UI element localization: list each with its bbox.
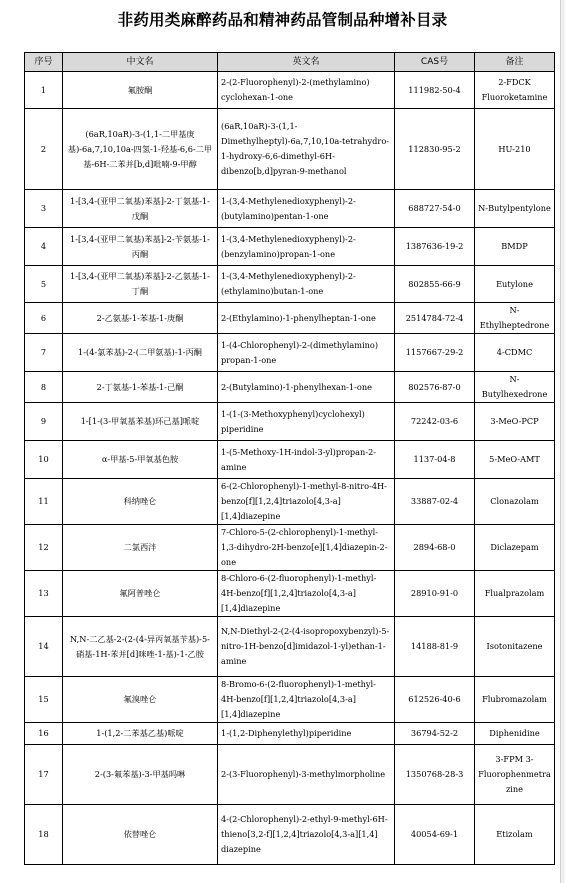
row-chinese-name: 氟阿普唑仑 [63, 571, 218, 617]
table-row [25, 303, 555, 334]
table-row [25, 109, 555, 190]
table-row [25, 72, 555, 109]
row-note: Flualprazolam [475, 571, 555, 617]
row-english-name: 2-(Ethylamino)-1-phenylheptan-1-one [218, 303, 395, 334]
row-no: 14 [25, 617, 63, 677]
row-chinese-name: (6aR,10aR)-3-(1,1-二甲基庚基)-6a,7,10,10a-四氢-1-羟基-6,6-二甲基-6H-二苯并[b,d]吡喃-9-甲醇 [63, 109, 218, 190]
row-cas: 802576-87-0 [395, 372, 475, 403]
row-cas: 36794-52-2 [395, 723, 475, 745]
table-row [25, 190, 555, 228]
table-row [25, 479, 555, 525]
table-row [25, 677, 555, 723]
row-chinese-name: 1-(4-氯苯基)-2-(二甲氨基)-1-丙酮 [63, 334, 218, 372]
row-cas: 1387636-19-2 [395, 228, 475, 266]
row-no: 8 [25, 372, 63, 403]
row-english-name: 1-(3,4-Methylenedioxyphenyl)-2-(butylamino)pentan-1-one [218, 190, 395, 228]
row-english-name: 1-(4-Chlorophenyl)-2-(dimethylamino) propan-1-one [218, 334, 395, 372]
row-english-name: 1-(1-(3-Methoxyphenyl)cyclohexyl) piperidine [218, 403, 395, 441]
row-no: 17 [25, 745, 63, 805]
row-english-name: 1-(3,4-Methylenedioxyphenyl)-2-(benzylamino)propan-1-one [218, 228, 395, 266]
row-cas: 1157667-29-2 [395, 334, 475, 372]
table-row [25, 334, 555, 372]
table-row [25, 228, 555, 266]
row-english-name: (6aR,10aR)-3-(1,1-Dimethylheptyl)-6a,7,10,10a-tetrahydro-1-hydroxy-6,6-dimethyl-6H-dibenzo[b,d]pyran-9-methanol [218, 109, 395, 190]
row-note: 3-FPM 3-Fluorophenmetrazine [475, 745, 555, 805]
row-chinese-name: N,N-二乙基-2-(2-(4-异丙氧基苄基)-5-硝基-1H-苯并[d]咪唑-1-基)-1-乙胺 [63, 617, 218, 677]
row-chinese-name: 1-[3,4-(亚甲二氧基)苯基]-2-苄氨基-1-丙酮 [63, 228, 218, 266]
row-note: N-Butylpentylone [475, 190, 555, 228]
table-row [25, 571, 555, 617]
row-note: 4-CDMC [475, 334, 555, 372]
row-no: 15 [25, 677, 63, 723]
row-cas: 1137-04-8 [395, 441, 475, 479]
row-no: 9 [25, 403, 63, 441]
row-cas: 14188-81-9 [395, 617, 475, 677]
row-note: N-Ethylheptedrone [475, 303, 555, 334]
row-english-name: N,N-Diethyl-2-(2-(4-isopropoxybenzyl)-5-nitro-1H-benzo[d]imidazol-1-yl)ethan-1-amine [218, 617, 395, 677]
row-english-name: 2-(Butylamino)-1-phenylhexan-1-one [218, 372, 395, 403]
row-chinese-name: 1-[1-(3-甲氧基苯基)环己基]哌啶 [63, 403, 218, 441]
table-row [25, 723, 555, 745]
table-row [25, 372, 555, 403]
row-no: 2 [25, 109, 63, 190]
header-english-name: 英文名 [218, 53, 395, 72]
row-english-name: 7-Chloro-5-(2-chlorophenyl)-1-methyl-1,3-dihydro-2H-benzo[e][1,4]diazepin-2-one [218, 525, 395, 571]
window-edge [560, 0, 565, 883]
row-no: 10 [25, 441, 63, 479]
row-chinese-name: 2-乙氨基-1-苯基-1-庚酮 [63, 303, 218, 334]
table-row [25, 441, 555, 479]
row-no: 18 [25, 805, 63, 865]
row-chinese-name: 1-[3,4-(亚甲二氧基)苯基]-2-丁氨基-1-戊酮 [63, 190, 218, 228]
row-cas: 1350768-28-3 [395, 745, 475, 805]
row-cas: 612526-40-6 [395, 677, 475, 723]
row-no: 7 [25, 334, 63, 372]
table-row [25, 617, 555, 677]
row-english-name: 1-(5-Methoxy-1H-indol-3-yl)propan-2-amine [218, 441, 395, 479]
row-chinese-name: 二氯西泮 [63, 525, 218, 571]
header-cas: CAS号 [395, 53, 475, 72]
row-no: 11 [25, 479, 63, 525]
row-no: 6 [25, 303, 63, 334]
row-chinese-name: 1-(1,2-二苯基乙基)哌啶 [63, 723, 218, 745]
table-row [25, 403, 555, 441]
table-row [25, 805, 555, 865]
row-chinese-name: 依替唑仑 [63, 805, 218, 865]
row-no: 5 [25, 266, 63, 303]
row-chinese-name: 科纳唑仑 [63, 479, 218, 525]
row-cas: 2514784-72-4 [395, 303, 475, 334]
row-english-name: 2-(3-Fluorophenyl)-3-methylmorpholine [218, 745, 395, 805]
row-english-name: 8-Chloro-6-(2-fluorophenyl)-1-methyl-4H-benzo[f][1,2,4]triazolo[4,3-a][1,4]diazepine [218, 571, 395, 617]
row-chinese-name: 2-丁氨基-1-苯基-1-己酮 [63, 372, 218, 403]
row-note: Etizolam [475, 805, 555, 865]
row-cas: 72242-03-6 [395, 403, 475, 441]
row-no: 4 [25, 228, 63, 266]
row-note: Clonazolam [475, 479, 555, 525]
row-note: Diphenidine [475, 723, 555, 745]
row-english-name: 2-(2-Fluorophenyl)-2-(methylamino) cyclohexan-1-one [218, 72, 395, 109]
row-cas: 688727-54-0 [395, 190, 475, 228]
header-note: 备注 [475, 53, 555, 72]
row-english-name: 4-(2-Chlorophenyl)-2-ethyl-9-methyl-6H-thieno[3,2-f][1,2,4]triazolo[4,3-a][1,4] diazepine [218, 805, 395, 865]
row-note: 5-MeO-AMT [475, 441, 555, 479]
row-no: 12 [25, 525, 63, 571]
row-cas: 28910-91-0 [395, 571, 475, 617]
row-no: 16 [25, 723, 63, 745]
row-note: N-Butylhexedrone [475, 372, 555, 403]
table-body [25, 72, 555, 865]
header-chinese-name: 中文名 [63, 53, 218, 72]
row-cas: 112830-95-2 [395, 109, 475, 190]
row-english-name: 1-(3,4-Methylenedioxyphenyl)-2-(ethylamino)butan-1-one [218, 266, 395, 303]
document-title: 非药用类麻醉药品和精神药品管制品种增补目录 [117, 11, 448, 29]
row-cas: 2894-68-0 [395, 525, 475, 571]
row-chinese-name: 氟溴唑仑 [63, 677, 218, 723]
row-cas: 40054-69-1 [395, 805, 475, 865]
row-no: 13 [25, 571, 63, 617]
row-english-name: 1-(1,2-Diphenylethyl)piperidine [218, 723, 395, 745]
row-note: Diclazepam [475, 525, 555, 571]
row-note: Isotonitazene [475, 617, 555, 677]
row-chinese-name: 1-[3,4-(亚甲二氧基)苯基]-2-乙氨基-1-丁酮 [63, 266, 218, 303]
table-header-row [25, 53, 555, 72]
row-chinese-name: α-甲基-5-甲氧基色胺 [63, 441, 218, 479]
row-note: Eutylone [475, 266, 555, 303]
row-note: HU-210 [475, 109, 555, 190]
row-cas: 802855-66-9 [395, 266, 475, 303]
header-no: 序号 [25, 53, 63, 72]
row-cas: 111982-50-4 [395, 72, 475, 109]
table-row [25, 266, 555, 303]
row-chinese-name: 氟胺酮 [63, 72, 218, 109]
row-note: BMDP [475, 228, 555, 266]
row-english-name: 6-(2-Chlorophenyl)-1-methyl-8-nitro-4H-benzo[f][1,2,4]triazolo[4,3-a][1,4]diazepine [218, 479, 395, 525]
row-note: 2-FDCK Fluoroketamine [475, 72, 555, 109]
row-cas: 33887-02-4 [395, 479, 475, 525]
table-row [25, 525, 555, 571]
row-note: 3-MeO-PCP [475, 403, 555, 441]
row-no: 3 [25, 190, 63, 228]
table-row [25, 745, 555, 805]
row-no: 1 [25, 72, 63, 109]
substance-table [24, 52, 555, 865]
row-chinese-name: 2-(3-氟苯基)-3-甲基吗啉 [63, 745, 218, 805]
row-english-name: 8-Bromo-6-(2-fluorophenyl)-1-methyl-4H-benzo[f][1,2,4]triazolo[4,3-a][1,4]diazepine [218, 677, 395, 723]
row-note: Flubromazolam [475, 677, 555, 723]
